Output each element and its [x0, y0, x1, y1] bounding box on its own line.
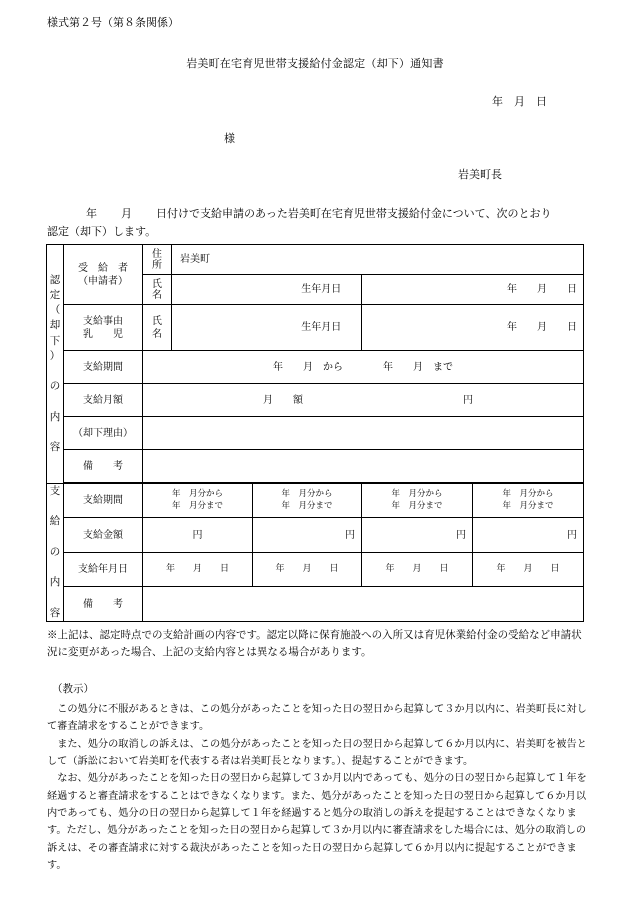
pay-amount-label: 支給金額 [64, 518, 143, 552]
period-label: 支給期間 [64, 351, 143, 384]
lead-month: 月 [121, 207, 132, 220]
pay-amount-1[interactable]: 円 [143, 518, 253, 552]
pay-date-label: 支給年月日 [64, 552, 143, 586]
remarks-value[interactable] [143, 450, 584, 483]
instruction-text [47, 701, 587, 874]
recipient-birth-label: 生年月日 [282, 275, 362, 305]
instruction-paragraph: なお、処分があったことを知った日の翌日から起算して３か月以内であっても、処分の日の翌日から起算して１年を経過すると審査請求をすることはできなくなります。また、処分があったことを知った日の翌日から起算して６か月以内であっても、処分の日の翌日から起算して１年を経過すると処分の取消しの訴えを提起することはできなくなります。ただし、処分があったことを知った日の翌日から起算して３か月以内に審査請求をした場合には、処分の取消しの訴えは、その審査請求に対する裁決があったことを知った日の翌日から起算して６か月以内に提起することができます。 [47, 773, 587, 872]
certification-table [46, 244, 584, 622]
pay-period-1[interactable]: 年 月分から 年 月分まで [143, 484, 253, 518]
reason-child-label: 支給事由 乳 児 [64, 305, 143, 351]
address-label: 住 所 [143, 245, 172, 275]
payment-remarks-value[interactable] [143, 587, 584, 622]
pay-amount-4[interactable]: 円 [473, 518, 584, 552]
payment-remarks-label: 備 考 [64, 587, 143, 622]
recipient-label: 受 給 者 （申請者） [64, 245, 143, 305]
issue-date: 年 月 日 [492, 95, 547, 108]
pay-amount-2[interactable]: 円 [253, 518, 362, 552]
lead-text [64, 207, 584, 221]
section-certification-label: 認 定 （ 却 下 ） の 内 容 [47, 245, 64, 484]
reject-reason-value[interactable] [143, 417, 584, 450]
address-value[interactable]: 岩美町 [172, 245, 584, 275]
lead-text-line2: 認定（却下）します。 [47, 225, 157, 238]
child-birth-value[interactable]: 年 月 日 [362, 305, 584, 351]
child-birth-label: 生年月日 [282, 305, 362, 351]
monthly-amount-label: 支給月額 [64, 384, 143, 417]
lead-year: 年 [86, 207, 97, 220]
pay-period-3[interactable]: 年 月分から 年 月分まで [362, 484, 473, 518]
section-payment-label: 支 給 の 内 容 [47, 484, 64, 622]
recipient-name-label: 氏 名 [143, 275, 172, 305]
recipient-name-value[interactable] [172, 275, 282, 305]
period-value[interactable]: 年 月 から 年 月 まで [143, 351, 584, 384]
pay-amount-3[interactable]: 円 [362, 518, 473, 552]
pay-date-3[interactable]: 年 月 日 [362, 552, 473, 586]
note-text: ※上記は、認定時点での支給計画の内容です。認定以降に保育施設への入所又は育児休業給付金の受給など申請状況に変更があった場合、上記の支給内容とは異なる場合があります。 [47, 629, 582, 658]
pay-date-2[interactable]: 年 月 日 [253, 552, 362, 586]
lead-rest: 日付けで支給申請のあった岩美町在宅育児世帯支援給付金について、次のとおり [156, 207, 552, 220]
instruction-paragraph: この処分に不服があるときは、この処分があったことを知った日の翌日から起算して３か月以内に、岩美町長に対して審査請求をすることができます。 [47, 704, 587, 733]
reject-reason-label: （却下理由） [64, 417, 143, 450]
pay-period-label: 支給期間 [64, 484, 143, 518]
issuer-name: 岩美町長 [458, 168, 502, 181]
recipient-birth-value[interactable]: 年 月 日 [362, 275, 584, 305]
remarks-label: 備 考 [64, 450, 143, 483]
pay-period-4[interactable]: 年 月分から 年 月分まで [473, 484, 584, 518]
instruction-paragraph: また、処分の取消しの訴えは、この処分があったことを知った日の翌日から起算して６か月以内に、岩美町を被告として（訴訟において岩美町を代表する者は岩美町長となります。）、提起することができます。 [47, 738, 587, 768]
pay-period-2[interactable]: 年 月分から 年 月分まで [253, 484, 362, 518]
pay-date-4[interactable]: 年 月 日 [473, 552, 584, 586]
form-number: 様式第２号（第８条関係） [47, 16, 179, 29]
child-name-label: 氏 名 [143, 305, 172, 351]
monthly-amount-value[interactable]: 月 額 円 [143, 384, 584, 417]
document-title: 岩美町在宅育児世帯支援給付金認定（却下）通知書 [186, 57, 444, 70]
instruction-heading: （教示） [52, 683, 94, 695]
child-name-value[interactable] [172, 305, 282, 351]
addressee-suffix: 様 [224, 132, 235, 145]
pay-date-1[interactable]: 年 月 日 [143, 552, 253, 586]
